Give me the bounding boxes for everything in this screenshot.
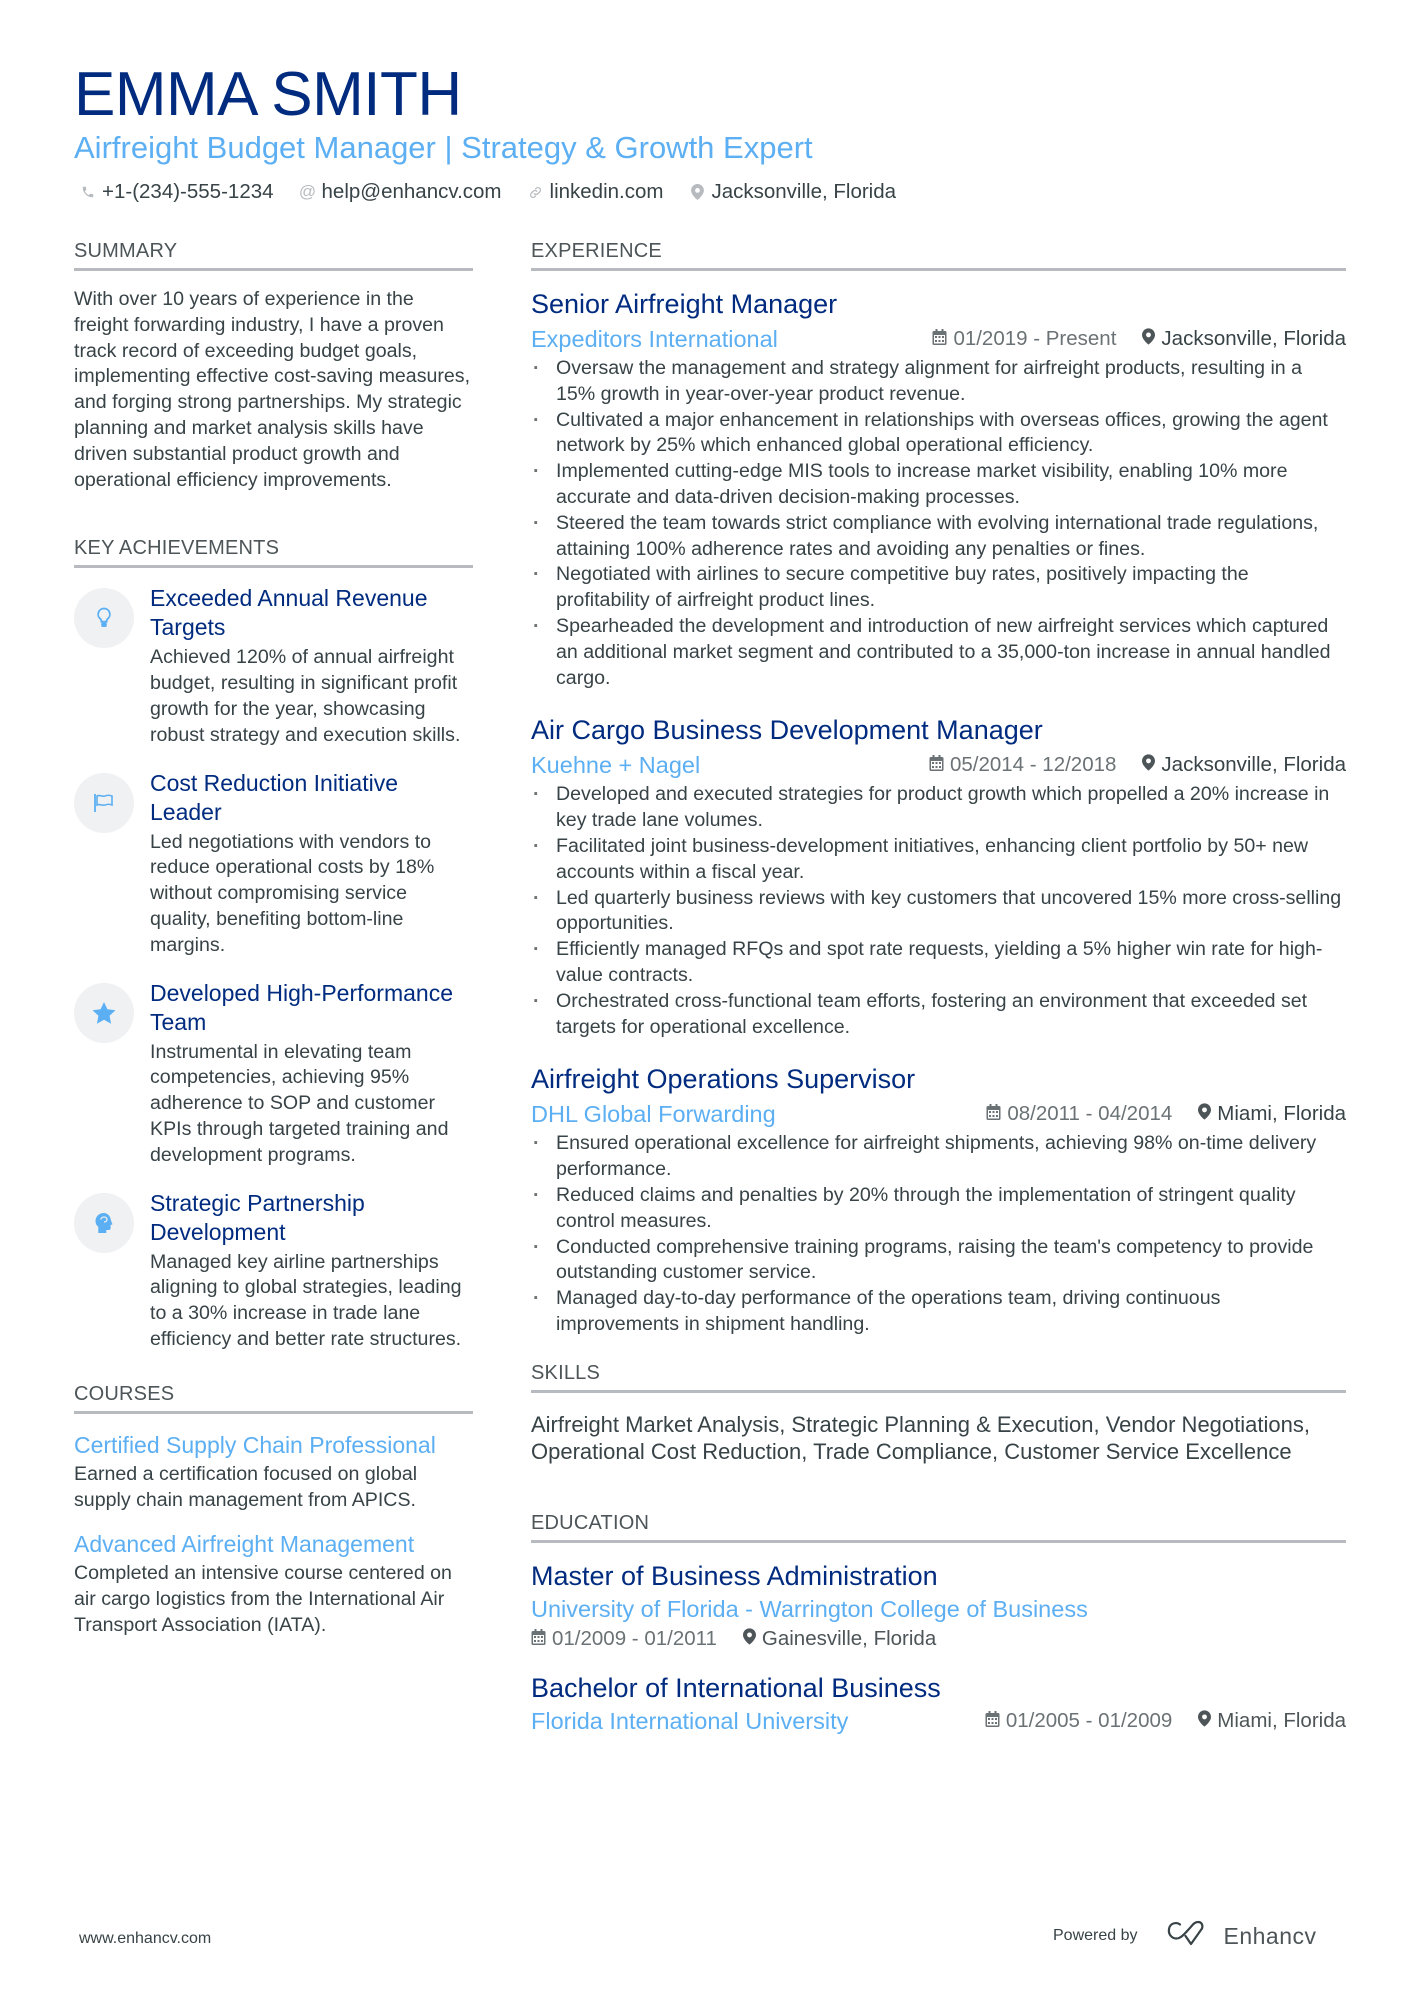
calendar-icon: [932, 325, 947, 353]
job-title: Senior Airfreight Manager: [531, 289, 838, 319]
bullet-item: · Facilitated joint business-development initiatives, enhancing client portfolio by 50+ new accounts within a fiscal year.: [531, 834, 1346, 886]
contact-location: [689, 178, 896, 206]
job-bullets: [531, 782, 1346, 1040]
achievement-item: [74, 979, 473, 1169]
bullet-item: · Conducted comprehensive training programs, raising the team's competency to provide outstanding customer service.: [531, 1235, 1346, 1287]
job-entry: [531, 287, 1346, 691]
contact-linkedin-text: linkedin.com: [549, 180, 664, 203]
footer-branding: [1053, 1920, 1317, 1952]
achievement-text: Achieved 120% of annual airfreight budget, resulting in significant profit growth for the year, showcasing robust strategy and execution skills.: [150, 646, 461, 746]
bullet-item: · Steered the team towards strict compliance with evolving international trade regulations, attaining 100% adherence rates and avoiding any penalties or fines.: [531, 511, 1346, 563]
job-title: Air Cargo Business Development Manager: [531, 715, 1043, 746]
location-pin-icon: [1142, 751, 1155, 779]
calendar-icon: [929, 751, 944, 779]
achievement-title: Cost Reduction Initiative Leader: [150, 769, 399, 825]
course-text: Completed an intensive course centered on air cargo logistics from the International Air Transport Association (IATA).: [74, 1562, 452, 1636]
course-item: [74, 1430, 473, 1514]
achievement-text: Led negotiations with vendors to reduce operational costs by 18% without compromising service quality, benefiting bottom-line margins.: [150, 830, 435, 956]
calendar-icon: [531, 1625, 546, 1653]
section-title-skills: SKILLS: [531, 1360, 1346, 1393]
education-entry: [531, 1671, 1346, 1737]
section-title-education: EDUCATION: [531, 1510, 1346, 1543]
achievement-title: Strategic Partnership Development: [150, 1189, 365, 1245]
job-dates: 08/2011 - 04/2014: [1007, 1102, 1173, 1126]
education-entry: [531, 1559, 1346, 1653]
section-title-achievements: KEY ACHIEVEMENTS: [74, 535, 473, 568]
job-dates: 05/2014 - 12/2018: [949, 753, 1117, 777]
summary-text: With over 10 years of experience in the freight forwarding industry, I have a proven track record of exceeding budget goals, implementing effective cost-saving measures, and forging strong partnerships. My strategic planning and market analysis skills have driven substantial product growth and operational efficiency improvements.: [74, 288, 471, 491]
enhancv-logo-icon: [1166, 1920, 1212, 1952]
achievement-text: Instrumental in elevating team competencies, achieving 95% adherence to SOP and customer KPIs through targeted training and development programs.: [150, 1040, 449, 1166]
company-name: Kuehne + Nagel: [531, 752, 701, 779]
enhancv-logo[interactable]: [1166, 1920, 1317, 1952]
bullet-item: · Implemented cutting-edge MIS tools to increase market visibility, enabling 10% more accurate and data-driven decision-making processes.: [531, 459, 1346, 511]
contact-phone[interactable]: [80, 178, 274, 206]
achievement-item: [74, 769, 473, 959]
section-title-experience: EXPERIENCE: [531, 238, 1346, 271]
contact-linkedin[interactable]: [528, 178, 664, 206]
location-pin-icon: [689, 184, 705, 200]
lightbulb-icon: [74, 588, 134, 648]
bullet-item: · Led quarterly business reviews with key customers that uncovered 15% more cross-selling opportunities.: [531, 886, 1346, 938]
job-location: Jacksonville, Florida: [1161, 753, 1346, 777]
contact-phone-text: +1-(234)-555-1234: [102, 180, 274, 203]
location-pin-icon: [1198, 1707, 1211, 1735]
section-title-summary: SUMMARY: [74, 238, 473, 271]
summary-section: [74, 238, 473, 493]
job-entry: [531, 1062, 1346, 1337]
bullet-item: · Oversaw the management and strategy alignment for airfreight products, resulting in a 15% growth in year-over-year product revenue.: [531, 356, 1346, 408]
achievement-item: [74, 1189, 473, 1353]
achievement-title: Exceeded Annual Revenue Targets: [150, 585, 428, 641]
contact-email-text: help@enhancv.com: [321, 180, 502, 203]
bullet-item: · Ensured operational excellence for airfreight shipments, achieving 98% on-time delivery performance.: [531, 1131, 1346, 1183]
star-icon: [74, 983, 134, 1043]
section-title-courses: COURSES: [74, 1381, 473, 1414]
contact-location-text: Jacksonville, Florida: [711, 180, 897, 203]
enhancv-logo-text: Enhancv: [1223, 1922, 1317, 1949]
location-pin-icon: [743, 1625, 756, 1653]
job-bullets: [531, 1131, 1346, 1337]
achievements-section: [74, 535, 473, 1352]
course-title: Advanced Airfreight Management: [74, 1531, 415, 1558]
skills-text: Airfreight Market Analysis, Strategic Planning & Execution, Vendor Negotiations, Operational Cost Reduction, Trade Compliance, Customer Service Excellence: [531, 1411, 1310, 1465]
education-location: Miami, Florida: [1217, 1708, 1346, 1732]
calendar-icon: [986, 1100, 1001, 1128]
bullet-item: · Spearheaded the development and introduction of new airfreight services which captured an additional market segment and contributed to a 35,000-ton increase in annual handled cargo.: [531, 614, 1346, 691]
education-section: [531, 1510, 1346, 1737]
course-title: Certified Supply Chain Professional: [74, 1431, 436, 1458]
link-icon: [528, 184, 544, 200]
right-column: [531, 238, 1346, 1755]
achievement-title: Developed High-Performance Team: [150, 979, 453, 1035]
contact-email[interactable]: [300, 178, 502, 206]
school-name: University of Florida - Warrington College of Business: [531, 1595, 1088, 1622]
education-dates: 01/2009 - 01/2011: [552, 1626, 717, 1650]
achievement-text: Managed key airline partnerships aligning to global strategies, leading to a 30% increase in trade lane efficiency and better rate structures.: [150, 1250, 462, 1350]
bullet-item: · Cultivated a major enhancement in relationships with overseas offices, growing the agent network by 25% which enhanced global operational efficiency.: [531, 408, 1346, 460]
bullet-item: · Orchestrated cross-functional team efforts, fostering an environment that exceeded set targets for operational excellence.: [531, 989, 1346, 1041]
candidate-name: EMMA SMITH: [74, 60, 462, 129]
footer-website-link[interactable]: www.enhancv.com: [79, 1930, 212, 1947]
location-pin-icon: [1198, 1100, 1211, 1128]
course-text: Earned a certification focused on global supply chain management from APICS.: [74, 1462, 418, 1511]
job-location: Miami, Florida: [1217, 1102, 1346, 1126]
job-dates: 01/2019 - Present: [953, 327, 1117, 350]
course-item: [74, 1529, 473, 1638]
skills-section: [531, 1360, 1346, 1466]
job-bullets: [531, 356, 1346, 691]
school-name: Florida International University: [531, 1707, 849, 1734]
company-name: Expeditors International: [531, 326, 778, 352]
bullet-item: · Efficiently managed RFQs and spot rate requests, yielding a 5% higher win rate for high-value contracts.: [531, 937, 1346, 989]
at-icon: @: [298, 182, 317, 201]
powered-by-label: Powered by: [1053, 1927, 1138, 1944]
phone-icon: [80, 184, 96, 200]
bullet-item: · Managed day-to-day performance of the operations team, driving continuous improvements in shipment handling.: [531, 1286, 1346, 1338]
company-name: DHL Global Forwarding: [531, 1101, 776, 1128]
courses-section: [74, 1381, 473, 1639]
candidate-headline: Airfreight Budget Manager | Strategy & Growth Expert: [74, 130, 813, 165]
bullet-item: · Negotiated with airlines to secure competitive buy rates, positively impacting the profitability of airfreight product lines.: [531, 562, 1346, 614]
degree-title: Master of Business Administration: [531, 1560, 938, 1591]
flag-icon: [74, 773, 134, 833]
head-brain-icon: [74, 1193, 134, 1253]
education-location: Gainesville, Florida: [761, 1626, 937, 1650]
job-location: Jacksonville, Florida: [1161, 327, 1346, 350]
experience-section: [531, 238, 1346, 1338]
bullet-item: · Reduced claims and penalties by 20% through the implementation of stringent quality control measures.: [531, 1183, 1346, 1235]
education-dates: 01/2005 - 01/2009: [1005, 1708, 1173, 1732]
degree-title: Bachelor of International Business: [531, 1672, 941, 1703]
location-pin-icon: [1142, 325, 1155, 353]
job-entry: [531, 713, 1346, 1040]
calendar-icon: [985, 1707, 1000, 1735]
bullet-item: · Developed and executed strategies for product growth which propelled a 20% increase in key trade lane volumes.: [531, 782, 1346, 834]
achievement-item: [74, 584, 473, 748]
contact-bar: [80, 178, 896, 206]
left-column: [74, 238, 473, 1655]
job-title: Airfreight Operations Supervisor: [531, 1064, 916, 1095]
